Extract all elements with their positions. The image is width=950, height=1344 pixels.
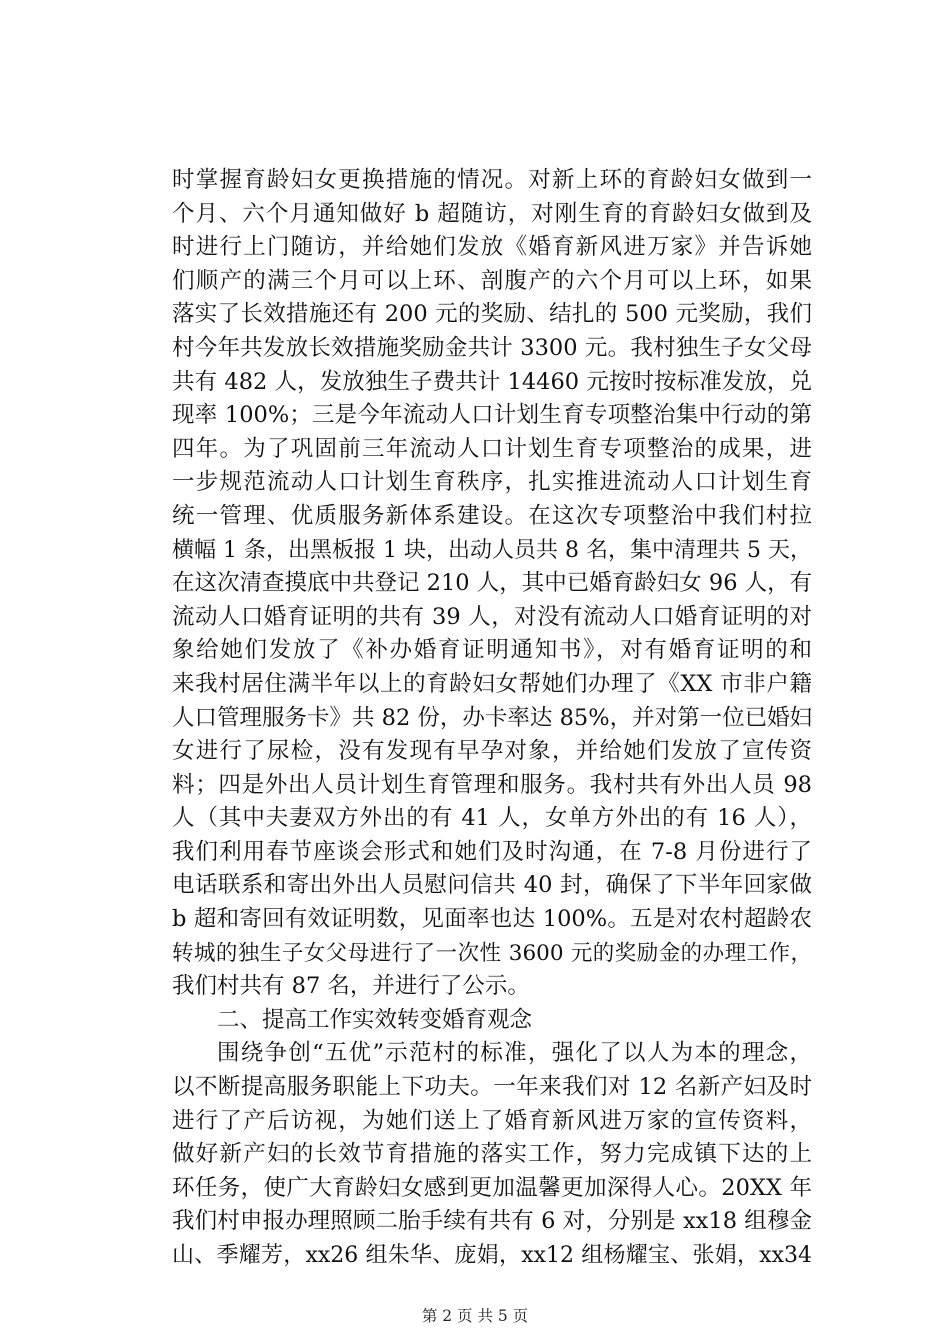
text-line: 村今年共发放长效措施奖励金共计 3300 元。我村独生子女父母 xyxy=(172,334,812,361)
page-number-footer: 第 2 页 共 5 页 xyxy=(421,1307,529,1325)
text-line: 共有 482 人，发放独生子费共计 14460 元按时按标准发放，兑 xyxy=(172,368,812,395)
body-text xyxy=(172,164,812,1273)
text-line: 流动人口婚育证明的共有 39 人，对没有流动人口婚育证明的对 xyxy=(172,603,812,630)
text-line: 做好新产妇的长效节育措施的落实工作，努力完成镇下达的上 xyxy=(172,1141,812,1168)
text-line: 时进行上门随访，并给她们发放《婚育新风进万家》并告诉她 xyxy=(172,234,812,261)
text-line: 来我村居住满半年以上的育龄妇女帮她们办理了《XX 市非户籍 xyxy=(172,670,812,697)
text-line: 统一管理、优质服务新体系建设。在这次专项整治中我们村拉 xyxy=(172,502,812,529)
text-line: 山、季耀芳，xx26 组朱华、庞娟，xx12 组杨耀宝、张娟，xx34 xyxy=(172,1243,812,1268)
text-line: 转城的独生子女父母进行了一次性 3600 元的奖励金的办理工作， xyxy=(172,940,812,966)
text-line: 我们利用春节座谈会形式和她们及时沟通，在 7-8 月份进行了 xyxy=(172,838,812,865)
text-line: 料；四是外出人员计划生育管理和服务。我村共有外出人员 98 xyxy=(172,771,812,798)
text-line: 们顺产的满三个月可以上环、剖腹产的六个月可以上环，如果 xyxy=(172,267,812,294)
text-line: 横幅 1 条，出黑板报 1 块，出动人员共 8 名，集中清理共 5 天， xyxy=(172,537,812,563)
text-line: 在这次清查摸底中共登记 210 人，其中已婚育龄妇女 96 人，有 xyxy=(172,570,813,597)
text-line: 象给她们发放了《补办婚育证明通知书》，对有婚育证明的和 xyxy=(172,637,812,664)
text-line: 环任务，使广大育龄妇女感到更加温馨更加深得人心。20XX 年 xyxy=(172,1174,812,1201)
section-heading: 二、提高工作实效转变婚育观念 xyxy=(217,1006,533,1033)
paragraph-end-line: 我们村共有 87 名，并进行了公示。 xyxy=(172,973,530,1000)
text-line: 落实了长效措施还有 200 元的奖励、结扎的 500 元奖励，我们 xyxy=(172,301,812,328)
text-line: 时掌握育龄妇女更换措施的情况。对新上环的育龄妇女做到一 xyxy=(172,167,812,193)
text-line: 我们村申报办理照顾二胎手续有共有 6 对，分别是 xx18 组穆金 xyxy=(172,1208,812,1235)
text-line: 现率 100%；三是今年流动人口计划生育专项整治集中行动的第 xyxy=(172,402,812,429)
text-line: 以不断提高服务职能上下功夫。一年来我们对 12 名新产妇及时 xyxy=(172,1074,812,1101)
paragraph-first-line: 围绕争创“五优”示范村的标准，强化了以人为本的理念， xyxy=(217,1040,812,1067)
text-line: 四年。为了巩固前三年流动人口计划生育专项整治的成果，进 xyxy=(172,435,812,462)
text-line: b 超和寄回有效证明数，见面率也达 100%。五是对农村超龄农 xyxy=(172,906,812,933)
text-line: 人口管理服务卡》共 82 份，办卡率达 85%，并对第一位已婚妇 xyxy=(172,704,813,731)
text-line: 进行了产后访视，为她们送上了婚育新风进万家的宣传资料， xyxy=(172,1107,812,1134)
text-line: 一步规范流动人口计划生育秩序，扎实推进流动人口计划生育 xyxy=(172,469,812,496)
text-line: 个月、六个月通知做好 b 超随访，对刚生育的育龄妇女做到及 xyxy=(172,200,812,227)
text-line: 女进行了尿检，没有发现有早孕对象，并给她们发放了宣传资 xyxy=(172,738,812,765)
text-line: 电话联系和寄出外出人员慰问信共 40 封，确保了下半年回家做 xyxy=(172,872,812,899)
text-line: 人（其中夫妻双方外出的有 41 人，女单方外出的有 16 人）， xyxy=(172,805,812,832)
